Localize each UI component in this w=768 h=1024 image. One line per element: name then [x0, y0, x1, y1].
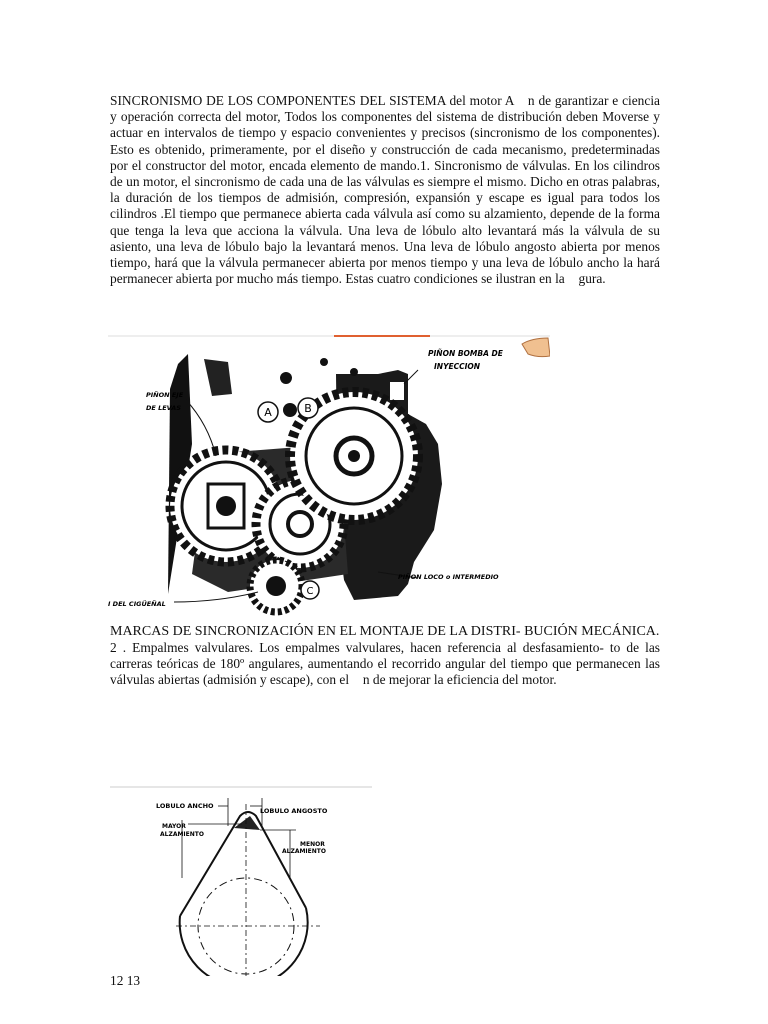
timing-marks-section	[110, 623, 660, 689]
timing-gears-figure	[108, 334, 550, 618]
label-major-1: MAYOR	[162, 823, 186, 830]
crankshaft-gear	[250, 560, 302, 612]
label-minor-2: ALZAMIENTO	[282, 848, 326, 855]
overlap-paragraph: 2 . Empalmes valvulares. Los empalmes valvulares, hacen referencia al desfasamiento- to de las carreras teóricas de 180º angulares, aumentando el recorrido angular del tiempo que permanecen las válvulas abiertas (admisión y escape), con el n de mejorar la eficiencia del motor.	[110, 640, 660, 688]
label-cam-2: DE LEVAS	[146, 404, 181, 412]
label-minor-1: MENOR	[300, 841, 325, 848]
label-wide-lobe: LOBULO ANCHO	[156, 802, 214, 810]
mark-c: C	[306, 586, 314, 597]
page-number: 12 13	[110, 973, 141, 988]
label-major-2: ALZAMIENTO	[160, 831, 204, 838]
label-narrow-lobe: LOBULO ANGOSTO	[260, 807, 328, 815]
intro-paragraph: SINCRONISMO DE LOS COMPONENTES DEL SISTEMA del motor A n de garantizar e ciencia y operación correcta del motor, Todos los componentes del sistema de distribución deben Moverse y actuar en intervalos de tiempo y espacio convenientes y precisos (sincronismo de los componentes). Esto es obtenido, primeramente, por el diseño y construcción de cada mecanismo, predeterminadas por el constructor del motor, encada elemento de mando.1. Sincronismo de válvulas. En los cilindros de un motor, el sincronismo de cada una de las válvulas es siempre el mismo. Dicho en otras palabras, la duración de los tiempos de admisión, compresión, expansión y escape es igual para todos los cilindros .El tiempo que permanece abierta cada válvula así como su alzamiento, depende de la forma que tenga la leva que acciona la válvula. Una leva de lóbulo alto levantará más la válvula de su asiento, una leva de lóbulo bajo la levantará menos. Una leva de lóbulo angosto abierta por menos tiempo, hará que la válvula permanecer abierta por menos tiempo y una leva de lóbulo ancho la hará permanecer abierta por mucho más tiempo. Estas cuatro condiciones se ilustran en la gura.	[110, 93, 660, 287]
label-cam-1: PIÑON EJE	[146, 391, 184, 399]
label-pump-1: PIÑON BOMBA DE	[428, 349, 503, 358]
label-crank: I DEL CIGÜEÑAL	[108, 600, 166, 608]
section-heading: MARCAS DE SINCRONIZACIÓN EN EL MONTAJE DE LA DISTRI- BUCIÓN MECÁNICA.	[110, 624, 660, 639]
mark-a: A	[264, 406, 272, 419]
cam-lobe-figure	[110, 786, 372, 976]
label-pump-2: INYECCION	[434, 362, 481, 371]
mark-b: B	[304, 402, 312, 415]
label-idler: PIÑON LOCO o INTERMEDIO	[398, 573, 499, 581]
